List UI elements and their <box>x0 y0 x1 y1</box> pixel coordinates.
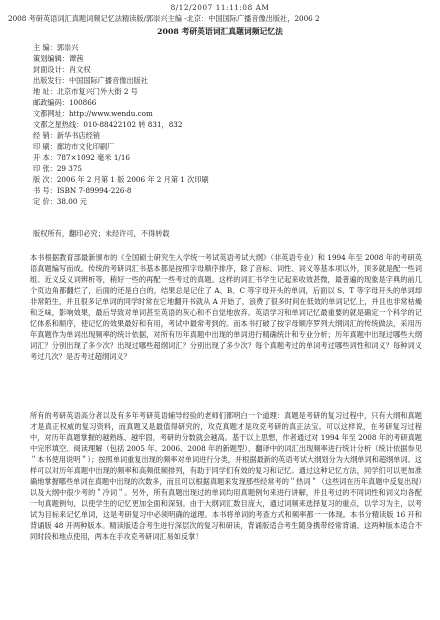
copyright-notice: 版权所有，翻印必究；未经许可，不得转载 <box>33 229 170 238</box>
preface-paragraph-2 <box>30 410 422 542</box>
meta-isbn: 书 号：ISBN 7-89994-226-8 <box>33 186 132 195</box>
meta-hotline: 文都之星热线：010-88422102 转 831，832 <box>33 120 183 129</box>
meta-edition: 版 次：2006 年 2 月第 1 版 2006 年 2 月第 1 次印刷 <box>33 175 209 184</box>
meta-distributor: 经 销：新华书店经销 <box>33 131 100 140</box>
preface-paragraph-1 <box>30 252 422 362</box>
meta-price: 定 价：38.00 元 <box>33 197 87 206</box>
meta-cover-design: 封面设计：肖文权 <box>33 65 91 74</box>
paragraph-text: 所有的考研英语高分者以及有多年考研英语辅导经验的老师们都明白一个道理：真题是考研的复习过程中，只有大纲和真题才是真正权威的复习资料，而真题又是最值得研究的，攻克真题才是攻克考研的真正法宝。可以这样说，在考研复习过程中，对历年真题掌握的越熟练、越牢固，考研的分数就会越高。基于以上思想，作者通过对 1994 年至 2008 年的考研真题中完形填空、阅读理解（包括 2005 年、2006、2008 年的新题型）、翻译中的词汇出现频率进行统计分析（统计依据参见＂本书使用说明＂）；按照单词重复出现的频率对单词进行分类，并根据最新的英语考试大纲划分为大纲单词和超纲单词。这样可以对历年真题中出现的频率和高频低频排列，有助于同学们有效的复习和记忆。通过这种记忆方法，同学们可以更加准确地掌握哪些单词在真题中出现的次数多，而且可以根据真题来发现那些经常考的＂热词＂（这些词在历年真题中反复出现）以及大纲中很少考的＂冷词＂。另外，所有真题出现过的单词均用真题例句来进行讲解，并且考过的不同词性和词义均各配一句真题例句，以使学生的记忆更加全面和深刻。由于大纲词汇数目庞大，通过词频来选择复习的重点，以学习为主，以考试为目标来记忆单词，这是考研复习中必须明确的道理。本书将单词的考查方式和频率都一一体现。本书分精读版 16 开和背诵版 48 开两种版本。精读版适合考生进行深层次的复习和研读，背诵版适合考生随身携带经常背诵。这两种版本适合不同时段和地点使用，两本在手攻克考研词汇易如反掌！ <box>30 411 422 541</box>
book-title: 2008 考研英语词汇真题词频记忆法 <box>157 27 283 36</box>
print-timestamp: 8/12/2007 11:11:08 AM <box>170 3 270 12</box>
meta-postcode: 邮政编码：100866 <box>33 98 97 107</box>
meta-publisher: 出版发行：中国国际广播音像出版社 <box>33 76 149 85</box>
meta-address: 地 址：北京市复兴门外大街 2 号 <box>33 87 138 96</box>
meta-printer: 印 刷：廊坊市文化印刷厂 <box>33 142 115 151</box>
publication-info <box>33 42 413 207</box>
meta-website: 文都网址：http://www.wendu.com <box>33 109 153 118</box>
meta-planning-editor: 策划编辑：谭茜 <box>33 54 84 63</box>
paragraph-text: 本书根据教育部最新颁布的《全国硕士研究生入学统一考试英语考试大纲》（非英语专业）和 1994 年至 2008 年的考研英语真题编写而成。传统的考研词汇书基本都是按照字母顺序排序，除了音标、词性、词义等基本项以外，顶多就是配一些词组、近义反义词辨析等，稍好一些的再配一些考过的真题。这样的词汇书学生记起来收效甚微，最普遍的现象是字典的前几个页边角都翻烂了，后面的还是白白的，结果总是记住了 A、B、C 等字母开头的单词，后面以 S、T 等字母开头的单词却非常陌生，并且很多记单词的同学时常在它地翻开书就从 A 开始了，浪费了很多时间在低效的单词记忆上，并且也非常枯燥和乏味，影响效果，最后导致对单词甚至英语的灰心和不自觉地放弃。英语学习和单词记忆最重要的就是确定一个科学的记忆体系和顺序，使记忆的效果最好和有用，考试中最常考到的。而本书打破了按字母顺序罗列大纲词汇的传统做法，采用历年真题作为单词出现频率的统计依据，对所有历年真题中出现的单词进行精确统计和专业分析；历年真题中出现过哪些大纲词汇？分别出现了多少次？出现过哪些超纲词汇？分别出现了多少次？每个真题考过的单词考过哪些词性和词义？每种词义考过几次？是否考过超纲词义？ <box>30 253 422 361</box>
meta-format: 开 本：787×1092 毫米 1/16 <box>33 153 130 162</box>
catalog-citation: 2008 考研英语词汇真题词频记忆法精读版/郭崇兴主编 -北京：中国国际广播音像出版社，2006 2 <box>8 14 320 23</box>
meta-editor: 主 编：郭崇兴 <box>33 43 79 52</box>
meta-sheets: 印 张：29 375 <box>33 164 82 173</box>
